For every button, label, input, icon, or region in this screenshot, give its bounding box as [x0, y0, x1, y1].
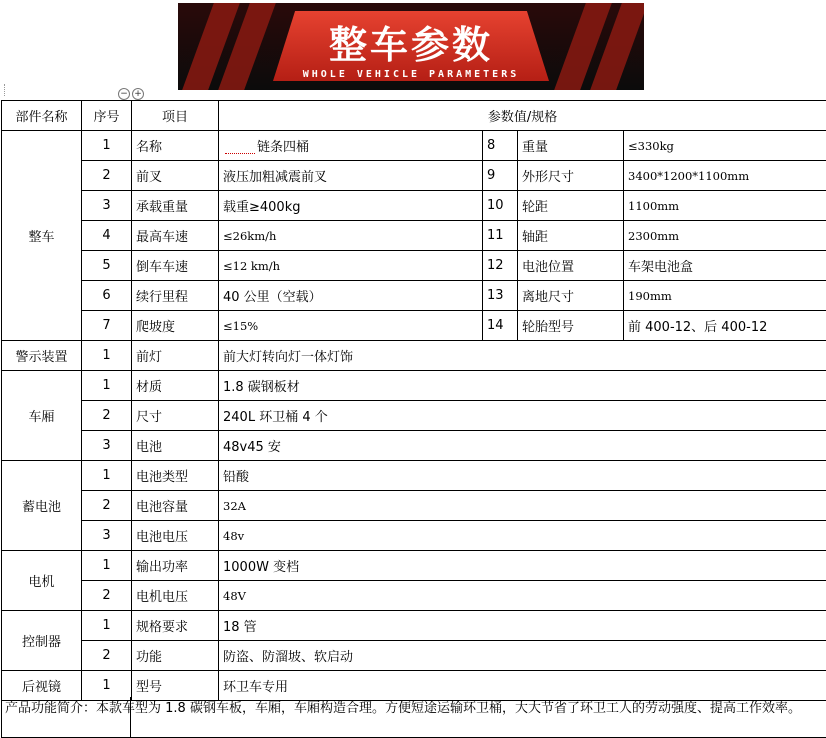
table-row	[2, 191, 826, 221]
group-label-motor: 电机	[2, 551, 82, 611]
header-row	[2, 101, 826, 131]
row-item: 电机电压	[132, 581, 219, 611]
row-item: 型号	[132, 671, 219, 701]
params-table	[1, 100, 826, 701]
row-item-2: 电池位置	[518, 251, 624, 281]
row-item: 尺寸	[132, 401, 219, 431]
row-value-cell	[219, 131, 483, 161]
row-no: 2	[82, 491, 132, 521]
row-value: 48V	[219, 581, 826, 611]
banner-title: 整车参数	[328, 23, 493, 67]
outline-toggles	[118, 88, 144, 100]
table-row	[2, 641, 826, 671]
row-no: 4	[82, 221, 132, 251]
row-value: 48v45 安	[219, 431, 826, 461]
header-item: 项目	[132, 101, 219, 131]
banner-subtitle: WHOLE VEHICLE PARAMETERS	[302, 69, 520, 80]
table-row	[2, 461, 826, 491]
row-no-2: 14	[483, 311, 518, 341]
table-row	[2, 551, 826, 581]
row-item: 电池类型	[132, 461, 219, 491]
row-item-2: 离地尺寸	[518, 281, 624, 311]
table-row	[2, 281, 826, 311]
expand-icon[interactable]: +	[132, 88, 144, 100]
group-label-warning: 警示装置	[2, 341, 82, 371]
row-no: 1	[82, 371, 132, 401]
row-no: 1	[82, 461, 132, 491]
row-item: 倒车车速	[132, 251, 219, 281]
product-intro: 产品功能简介：本款车型为 1.8 碳钢车板，车厢，车厢构造合理。方便短途运输环卫桶，大大节省了环卫工人的劳动强度、提高工作效率。	[5, 701, 801, 716]
row-no-2: 13	[483, 281, 518, 311]
row-value: 32A	[219, 491, 826, 521]
row-item: 名称	[132, 131, 219, 161]
row-value: 18 管	[219, 611, 826, 641]
table-row	[2, 431, 826, 461]
row-value-2: 1100mm	[624, 191, 826, 221]
row-no: 1	[82, 611, 132, 641]
row-value: 前大灯转向灯一体灯饰	[219, 341, 826, 371]
table-row	[2, 221, 826, 251]
row-item: 前叉	[132, 161, 219, 191]
header-value: 参数值/规格	[219, 101, 826, 131]
table-row	[2, 161, 826, 191]
row-no: 2	[82, 581, 132, 611]
table-row	[2, 671, 826, 701]
table-row	[2, 311, 826, 341]
row-no-2: 11	[483, 221, 518, 251]
row-item: 材质	[132, 371, 219, 401]
row-no-2: 12	[483, 251, 518, 281]
row-value-2: ≤330kg	[624, 131, 826, 161]
row-no: 7	[82, 311, 132, 341]
row-no: 2	[82, 161, 132, 191]
table-row	[2, 611, 826, 641]
row-item: 承载重量	[132, 191, 219, 221]
table-row	[2, 341, 826, 371]
row-value: 铅酸	[219, 461, 826, 491]
row-no: 1	[82, 341, 132, 371]
row-value: 40 公里（空载）	[219, 281, 483, 311]
row-value: 载重≥400kg	[219, 191, 483, 221]
row-no: 1	[82, 671, 132, 701]
row-no: 3	[82, 521, 132, 551]
group-label-battery: 蓄电池	[2, 461, 82, 551]
row-value: 液压加粗减震前叉	[219, 161, 483, 191]
row-no-2: 10	[483, 191, 518, 221]
row-value: 240L 环卫桶 4 个	[219, 401, 826, 431]
row-item-2: 外形尺寸	[518, 161, 624, 191]
row-item: 规格要求	[132, 611, 219, 641]
table-row	[2, 491, 826, 521]
row-item: 爬坡度	[132, 311, 219, 341]
row-no: 2	[82, 401, 132, 431]
row-item-2: 轴距	[518, 221, 624, 251]
row-no: 5	[82, 251, 132, 281]
row-item-2: 轮胎型号	[518, 311, 624, 341]
row-item: 最高车速	[132, 221, 219, 251]
row-value: 环卫车专用	[219, 671, 826, 701]
row-item: 续行里程	[132, 281, 219, 311]
row-value: 48v	[219, 521, 826, 551]
group-label-vehicle: 整车	[2, 131, 82, 341]
row-item: 电池电压	[132, 521, 219, 551]
row-no: 3	[82, 431, 132, 461]
row-value: 1000W 变档	[219, 551, 826, 581]
row-no-2: 9	[483, 161, 518, 191]
row-no: 1	[82, 551, 132, 581]
table-row	[2, 521, 826, 551]
row-no: 2	[82, 641, 132, 671]
row-value: 防盗、防溜坡、软启动	[219, 641, 826, 671]
header-no: 序号	[82, 101, 132, 131]
row-item: 功能	[132, 641, 219, 671]
row-value-2: 车架电池盒	[624, 251, 826, 281]
row-value: ≤12 km/h	[219, 251, 483, 281]
row-item: 电池	[132, 431, 219, 461]
row-item-2: 重量	[518, 131, 624, 161]
table-row	[2, 581, 826, 611]
row-value: 链条四桶	[257, 140, 310, 155]
table-row	[2, 131, 826, 161]
row-value-2: 190mm	[624, 281, 826, 311]
collapse-icon[interactable]: −	[118, 88, 130, 100]
spellcheck-underline	[225, 153, 255, 154]
header-part: 部件名称	[2, 101, 82, 131]
row-no-2: 8	[483, 131, 518, 161]
row-no: 1	[82, 131, 132, 161]
group-label-mirror: 后视镜	[2, 671, 82, 701]
group-label-compartment: 车厢	[2, 371, 82, 461]
row-item: 输出功率	[132, 551, 219, 581]
row-item: 电池容量	[132, 491, 219, 521]
group-label-controller: 控制器	[2, 611, 82, 671]
row-item: 前灯	[132, 341, 219, 371]
row-value: ≤26km/h	[219, 221, 483, 251]
row-no: 3	[82, 191, 132, 221]
row-value-2: 2300mm	[624, 221, 826, 251]
row-value: 1.8 碳钢板材	[219, 371, 826, 401]
table-row	[2, 251, 826, 281]
row-marker	[4, 84, 7, 96]
banner	[178, 3, 644, 90]
table-row	[2, 371, 826, 401]
row-no: 6	[82, 281, 132, 311]
row-value: ≤15%	[219, 311, 483, 341]
row-item-2: 轮距	[518, 191, 624, 221]
row-value-2: 3400*1200*1100mm	[624, 161, 826, 191]
row-value-2: 前 400-12、后 400-12	[624, 311, 826, 341]
table-row	[2, 401, 826, 431]
